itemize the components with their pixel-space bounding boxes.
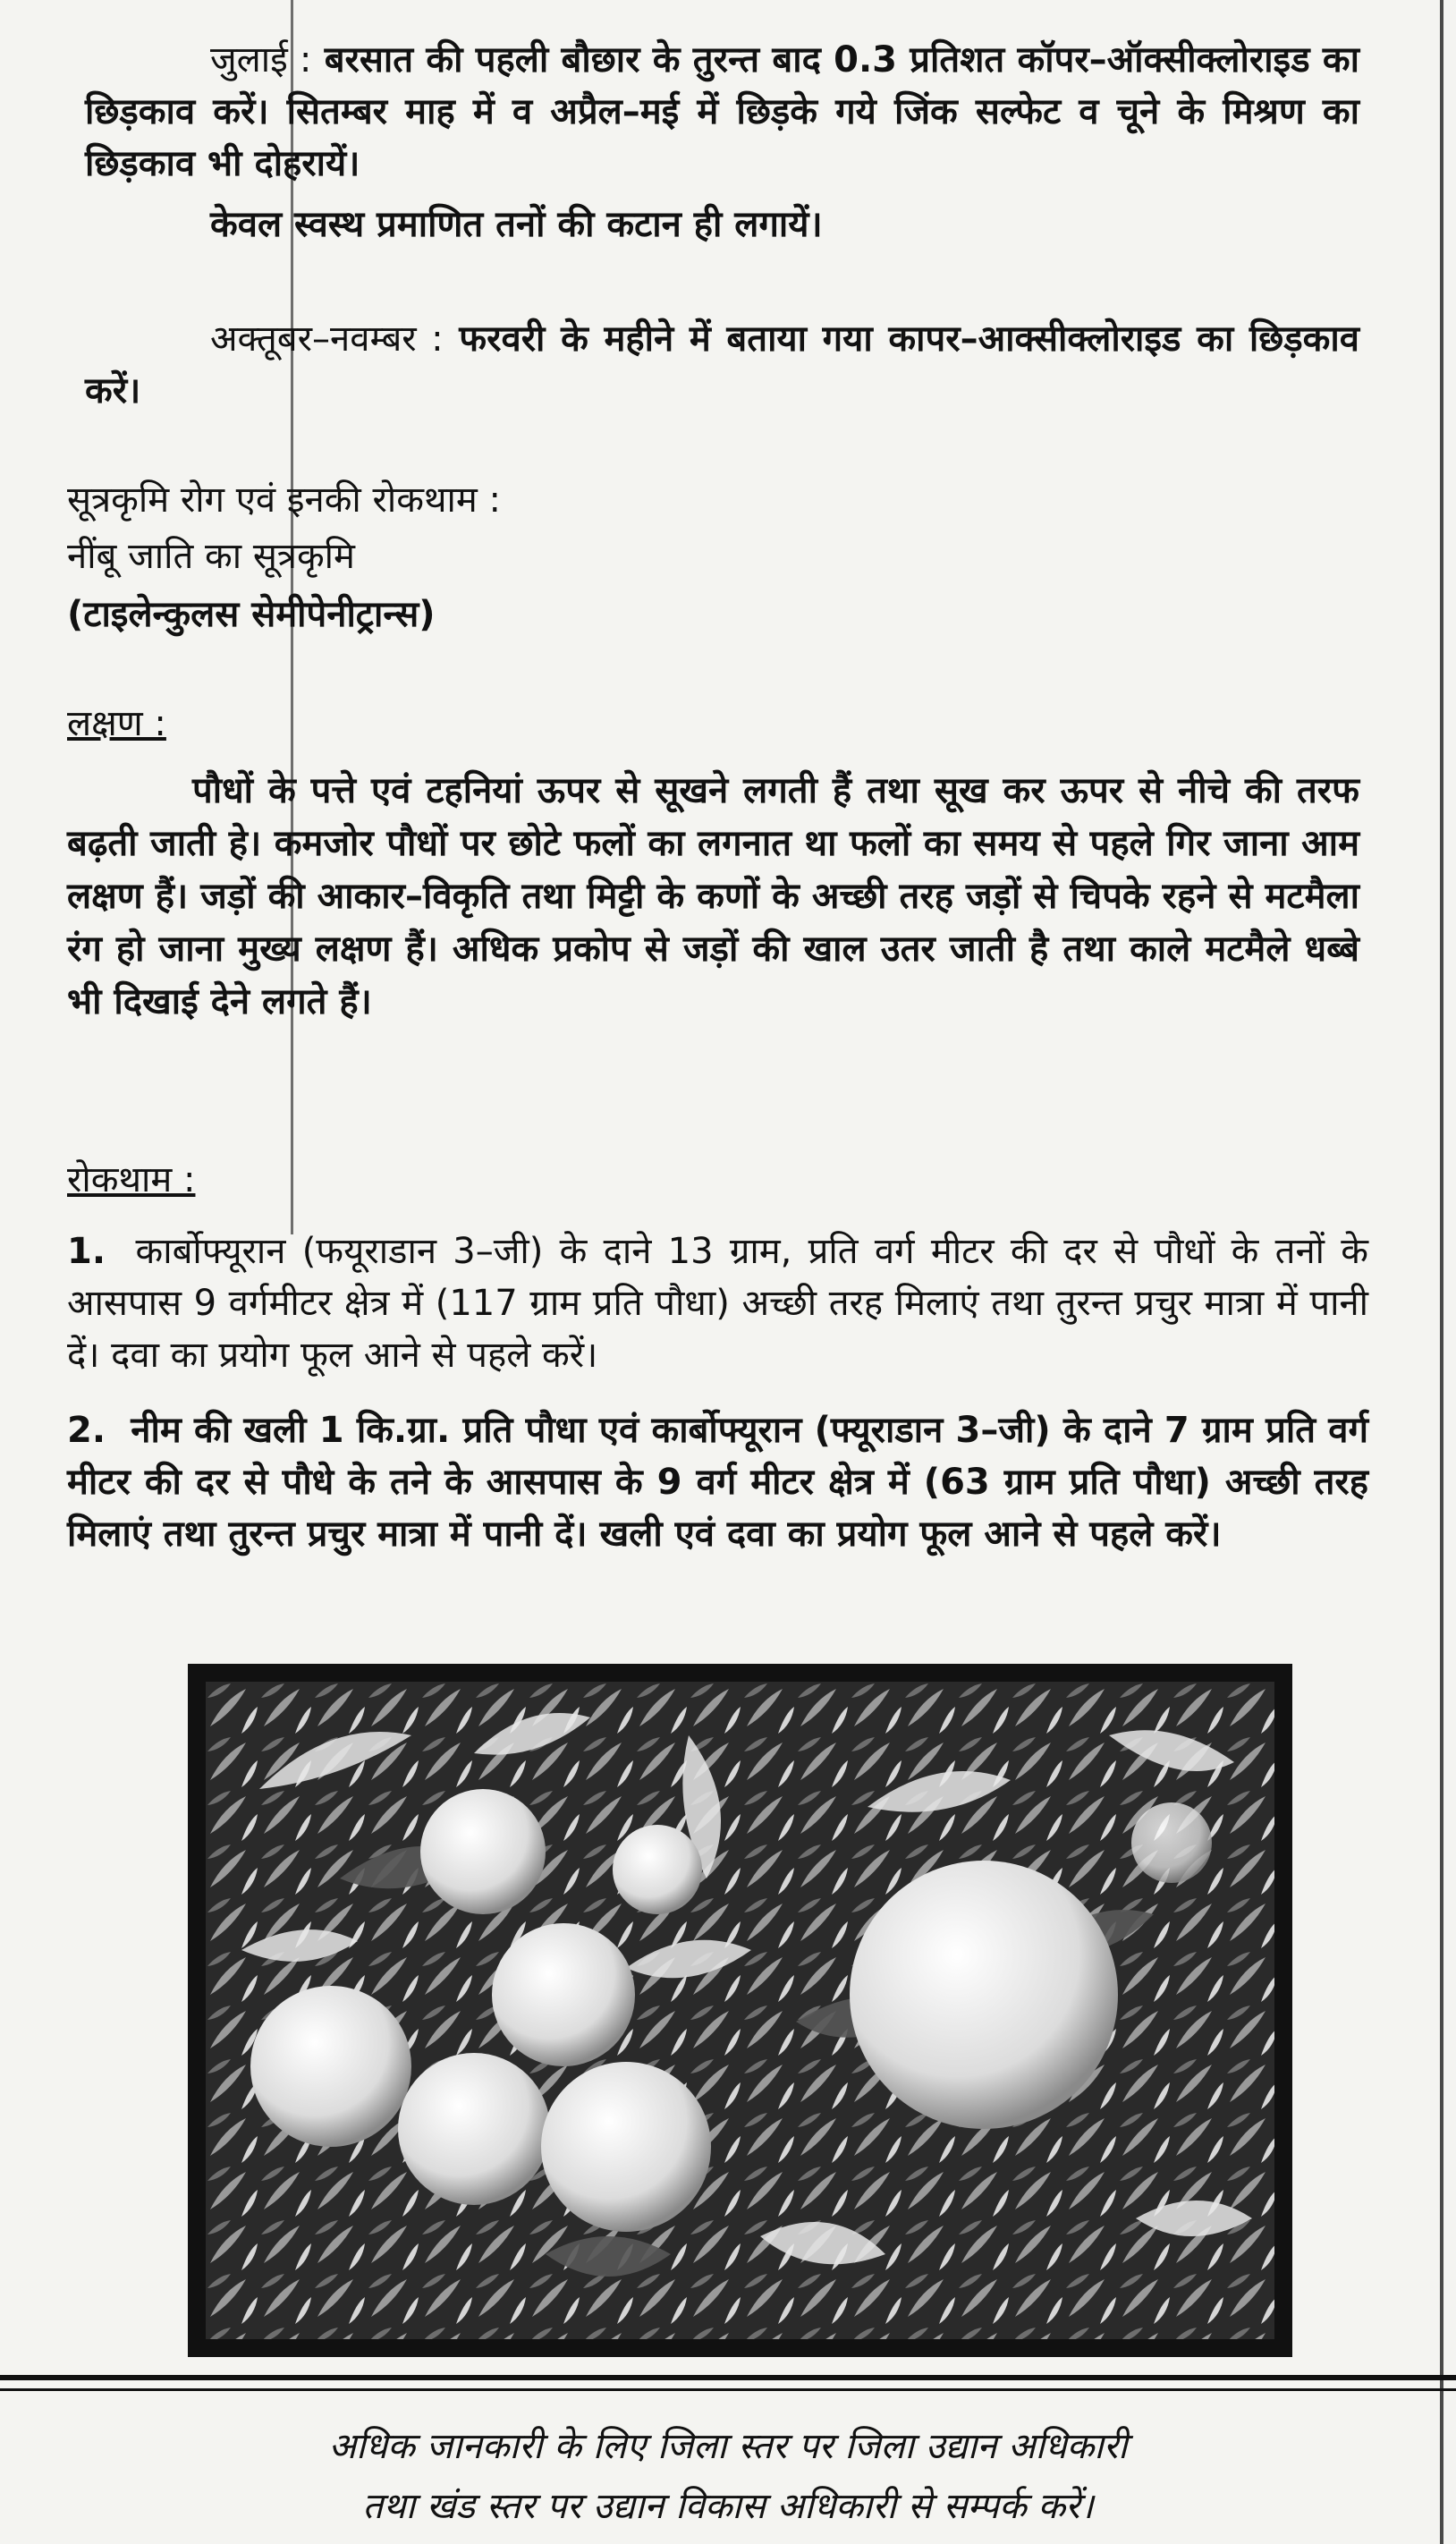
paper-edge-shadow <box>1440 0 1443 2544</box>
control-item-1-text: कार्बोफ्यूरान (फयूराडान 3–जी) के दाने 13 ग्राम, प्रति वर्ग मीटर की दर से पौधों के तनों के आसपास 9 वर्गमीटर क्षेत्र में (117 ग्राम प्रति पौधा) अच्छी तरह मिलाएं तथा तुरन्त प्रचुर मात्रा में पानी दें। दवा का प्रयोग फूल आने से पहले करें। <box>67 1231 1368 1376</box>
control-heading: रोकथाम : <box>67 1159 196 1200</box>
citrus-fruit-illustration <box>206 1682 1274 2339</box>
control-item-2 <box>67 1404 1368 1560</box>
control-item-2-number: 2. <box>67 1410 106 1451</box>
nematode-title: सूत्रकृमि रोग एवं इनकी रोकथाम : <box>67 479 501 521</box>
control-item-2-text: नीम की खली 1 कि.ग्रा. प्रति पौधा एवं कार्बोफ्यूरान (फ्यूराडान 3–जी) के दाने 7 ग्राम प्रति वर्ग मीटर की दर से पौधे के तने के आसपास के 9 वर्ग मीटर क्षेत्र में (63 ग्राम प्रति पौधा) अच्छी तरह मिलाएं तथा तुरन्त प्रचुर मात्रा में पानी दें। खली एवं दवा का प्रयोग फूल आने से पहले करें। <box>67 1410 1368 1555</box>
july-text: बरसात की पहली बौछार के तुरन्त बाद 0.3 प्रतिशत कॉपर–ऑक्सीक्लोराइड का छिड़काव करें। सितम्बर माह में व अप्रैल–मई में छिड़के गये जिंक सल्फेट व चूने के मिश्रण का छिड़काव भी दोहरायें। <box>85 39 1359 184</box>
july-note-text: केवल स्वस्थ प्रमाणित तनों की कटान ही लगायें। <box>210 204 823 245</box>
footer-rule-top <box>0 2375 1456 2380</box>
oct-nov-label: अक्तूबर–नवम्बर : <box>210 318 444 360</box>
control-item-1-number: 1. <box>67 1231 106 1272</box>
symptoms-heading: लक्षण : <box>67 703 166 744</box>
control-item-1 <box>67 1225 1368 1381</box>
nematode-scientific: (टाइलेन्कुलस सेमीपेनीट्रान्स) <box>67 594 436 635</box>
symptoms-text: पौधों के पत्ते एवं टहनियां ऊपर से सूखने लगती हैं तथा सूख कर ऊपर से नीचे की तरफ बढ़ती जाती हे। कमजोर पौधों पर छोटे फलों का लगनात था फलों का समय से पहले गिर जाना आम लक्षण हैं। जड़ों की आकार–विकृति तथा मिट्टी के कणों के अच्छी तरह जड़ों से चिपके रहने से मटमैला रंग हो जाना मुख्य लक्षण हैं। अधिक प्रकोप से जड़ों की खाल उतर जाती है तथा काले मटमैले धब्बे भी दिखाई देने लगते हैं। <box>67 770 1359 1022</box>
oct-nov-paragraph <box>85 313 1359 417</box>
july-note <box>210 199 1359 250</box>
july-label: जुलाई : <box>210 39 312 81</box>
footer-line-2: तथा खंड स्तर पर उद्यान विकास अधिकारी से सम्पर्क करें। <box>362 2486 1094 2527</box>
footer-line-1: अधिक जानकारी के लिए जिला स्तर पर जिला उद्यान अधिकारी <box>328 2426 1128 2467</box>
citrus-fruit-photo <box>188 1664 1292 2357</box>
footer-rule-bottom <box>0 2388 1456 2391</box>
nematode-name: नींबू जाति का सूत्रकृमि <box>67 536 355 577</box>
july-paragraph <box>85 34 1359 190</box>
oct-nov-text: फरवरी के महीने में बताया गया कापर–आक्सीक्लोराइड का छिड़काव करें। <box>85 318 1359 411</box>
